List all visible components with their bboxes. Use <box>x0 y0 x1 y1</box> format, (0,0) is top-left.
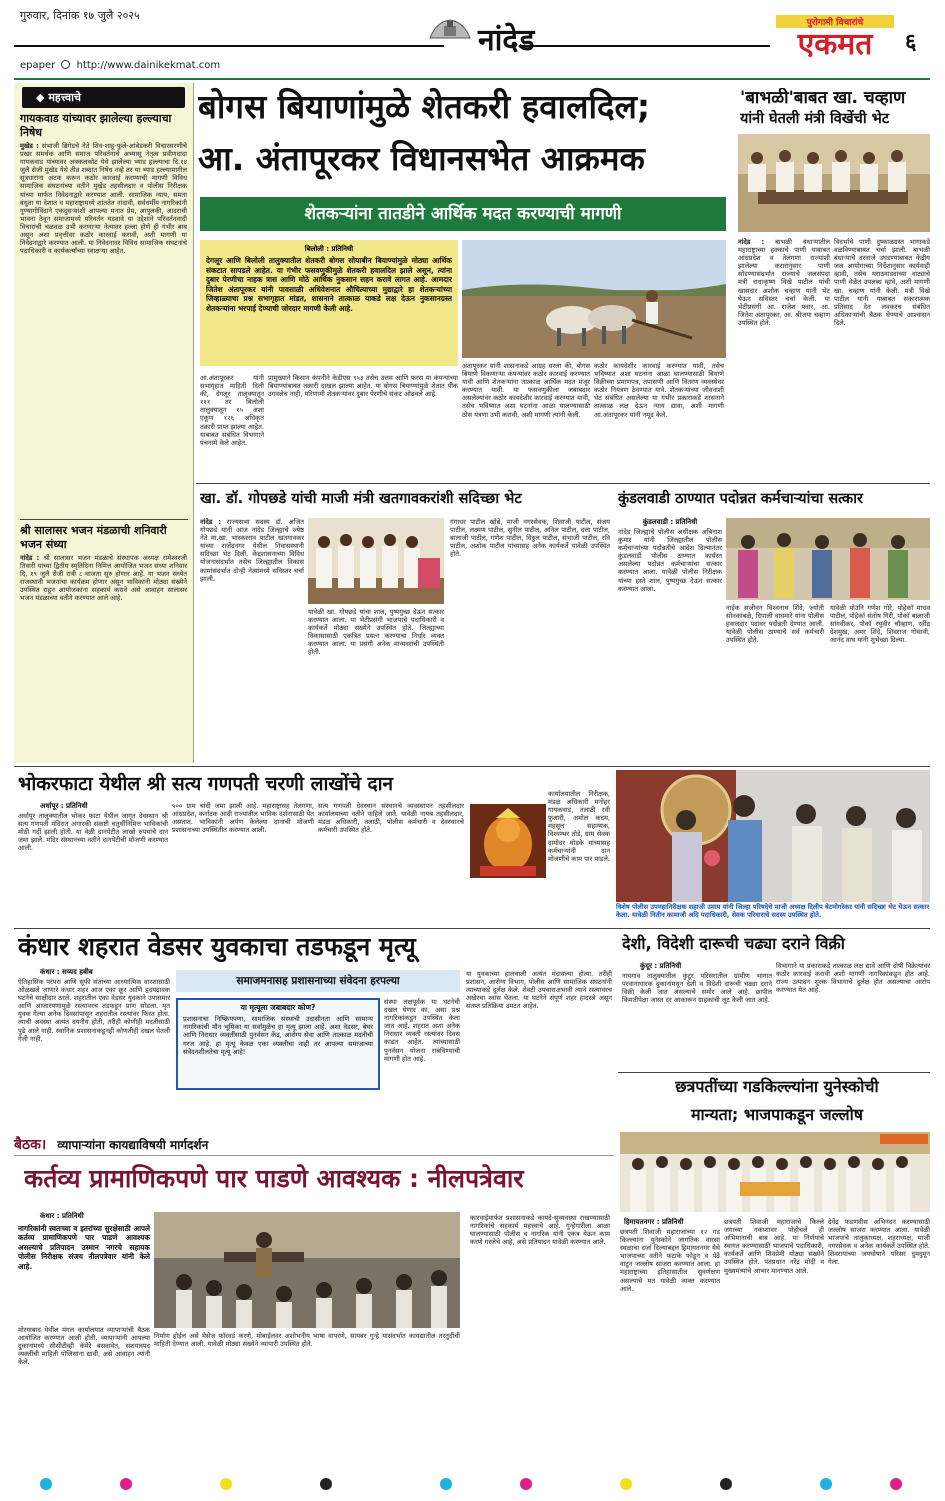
section-rule-3 <box>14 928 930 929</box>
reg-mark-magenta <box>120 1478 132 1490</box>
kandhar-byline: कंधार : सय्यद हबीब <box>40 968 93 976</box>
kandhar-subbanner <box>176 970 460 992</box>
kandhar-headline: कंधार शहरात वेडसर युवकाचा तडफडून मृत्यू <box>18 932 416 961</box>
unesco-byline: हिमायतनगर : प्रतिनिधी <box>624 1218 684 1226</box>
liquor-body-col2: विभागाने या प्रकाराकडे तात्काळ लक्ष द्यावे आणि दोषी विक्रेत्यांवर कठोर कारवाई करावी अशी मागणी नागरिकांकडून होत आहे. राज्य उत्पादन शुल्क विभागाचे दुर्लक्ष होत असल्याचा आरोप करण्यात येत आहे. <box>776 962 930 995</box>
reg-mark-yellow-2 <box>620 1478 632 1490</box>
police-photo-caption: विशेष पोलीस उपमहानिरीक्षक शहाजी उमाप यांनी जिल्हा परिषदेचे माजी अध्यक्ष दिलीप बेटमोगरेकर यांनी सदिच्छा भेट घेऊन सत्कार केला. यावेळी नितीन कामाजी अदि पदाधिकारी, सेवक परिवाराचे सदस्य उपस्थित होते. <box>616 903 930 920</box>
babhli-body-col2: विदर्भाचे पाणी दुष्काळग्रस्त भागाकडे वळविण्याबाबत चर्चा झाली. बाभळी बंधाऱ्याचे दरवाजे उघडण्याबाबत केंद्रीय जल आयोगाच्या निर्देशानुसार कार्यवाही व्हावी, तसेच मराठवाड्याच्या वाट्याचे पाणी वेळेत उपलब्ध व्हावे, अशी मागणी खा. चव्हाण यांनी केली. मंत्री विखे पाटील यांनी याबाबत सकारात्मक प्रतिसाद देत लवकरच संबंधित अधिकाऱ्यांची बैठक घेण्याचे आश्वासन दिले. <box>834 238 930 327</box>
arrow-icon: ◆ <box>36 91 45 104</box>
kundalwadi-body-col1: नांदेड जिल्ह्याचे पोलीस अधीक्षक अबिनाश कुमार यांनी जिल्ह्यातील पोलीस कर्मचाऱ्यांच्या पदोन्नतीचे आदेश दिल्यानंतर कुंडलवाडी पोलीस ठाण्यात कार्यरत असलेल्या पदोन्नत कर्मचाऱ्यांचा सत्कार करण्यात आला. यावेळी पोलीस निरीक्षक यांच्या हस्ते शाल, पुष्पगुच्छ देऊन सत्कार करण्यात आला. <box>618 528 722 593</box>
kandhar-box-body: प्रशासनाचा निष्क्रियपणा, सामाजिक संस्थांची उदासीनता आणि सामान्य नागरिकांची मौन भूमिका या सर्वांमुळेच हा मृत्यू झाला आहे. अशा वेडसर, बेघर आणि निराधार व्यक्तींसाठी पुनर्वसन केंद्र, आरोग्य सेवा आणि तात्काळ मदतीची गरज आहे. हा मृत्यू केवळ एका व्यक्तीचा नाही तर आपल्या समाजाच्या संवेदनशीलतेचा मृत्यू आहे! <box>183 1015 373 1056</box>
sidebar-story2-body: नांदेड : श्री सालासर भजन मंडळाचे संस्थापक अध्यक्ष रामेश्वरजी तिवारी यांच्या द्वितीय स्मृतिदिना निमित्त आयोजित भजन संध्या शनिवार दि. १९ जुलै रोजी रात्री ८ वाजता सुरु होणार आहे. या भजन संध्येत राजस्थानी भजनांचा कार्यक्रम होणार असून भाविकांनी मोठ्या संख्येने उपस्थित राहून आयोजकांना सहकार्य करावे असे आवाहन सालासर भजन मंडळाच्या वतीने करण्यात आले आहे. <box>20 554 187 603</box>
lead-banner-text: शेतकऱ्यांना तातडीने आर्थिक मदत करण्याची मागणी <box>304 204 622 224</box>
baithak-kicker: व्यापाऱ्यांना कायद्याविषयी मार्गदर्शन <box>57 1138 209 1152</box>
kundalwadi-body-col2: नाईक संजीवन विश्वनाथ शिंदे, ज्योती सोनकांबळे, दिपाली वाघमारे यांना पोलीस हवालदार पदावर पदोन्नती देण्यात आली. यावेळी पोलीस ठाण्याचे सर्व कर्मचारी उपस्थित होते. <box>726 604 824 645</box>
lead-intro: देगलूर आणि बिलोली तालुक्यातील शेतकरी बोगस सोयाबीन बियाण्यांमुळे मोठ्या आर्थिक संकटात सापडले आहेत. या गंभीर फसवणुकीमुळे शेतकरी हवालदिल झाले असून, त्यांना दुबार पेरणीचा नाहक त्रास आणि मोठे आर्थिक नुकसान सहन करावे लागत आहे. आमदार जितेश अंतापूरकर यांनी पावसाळी अधिवेशनात औचित्याच्या मुद्याद्वारे हा शेतकऱ्यांच्या जिव्हाळ्याचा प्रश्न सभागृहात मांडत, शासनाने तात्काळ याकडे लक्ष देऊन नुकसानग्रस्त शेतकऱ्यांना भरपाई देण्याची जोरदार मागणी केली आहे. <box>206 256 452 313</box>
lead-body-col2: प्रामुख्याने किसान कंपनीने केडीएस ९५३ तसेच उत्तम आणि फरस या कंपन्यांच्या बियाण्यांबाबत तक्रारी दाखल झाल्या आहेत. या बोगस बियाण्यांमुळे शेतात पीक उगवलेच नाही, परिणामी शेतकऱ्यांवर दुबार पेरणीचे संकट ओढवले आहे. <box>268 374 458 399</box>
globe-icon <box>61 60 70 69</box>
baithak-headline: कर्तव्य प्रामाणिकपणे पार पाडणे आवश्यक : नीलपत्रेवार <box>24 1164 524 1193</box>
epaper-line <box>20 60 220 71</box>
bhokar-body-col4: कार्यालयातील निरीक्षक, मंडळ अधिकारी मनोहर गायकवाड, तलाठी रवी फुलारी, अमोल कदम, महसूल सहाय्यक, विश्वम्भर तोडे, ग्राम सेवक दामोदर घोडके यांच्यासह कर्मचाऱ्यांनी दान मोजणीचे काम पार पाडले. <box>548 790 610 863</box>
sidebar-story1-headline: गायकवाड यांच्यावर झालेल्या हल्ल्याचा निषेध <box>20 112 172 139</box>
liquor-body-col1: नायगाव तालुक्यातील कुंटूर परिसरातील ग्रामीण भागात परवानाधारक दुकानांमधून देशी व विदेशी दारूची चढ्या दराने विक्री केली जात असल्याचे समोर आले आहे. छापील किमतीपेक्षा जास्त दर आकारून ग्राहकांची लूट केली जात आहे. <box>622 972 772 1005</box>
gopchhade-headline: खा. डॉ. गोपछडे यांची माजी मंत्री खतगावकरांशी सदिच्छा भेट <box>200 491 522 507</box>
gopchhade-body-col2: यावेळी खा. गोपछडे यांचा शाल, पुष्पगुच्छ देऊन सत्कार करण्यात आला. या भेटीप्रसंगी भाजपाचे पदाधिकारी व कार्यकर्ते मोठ्या संख्येने उपस्थित होते. जिल्ह्याच्या विकासासाठी एकत्रित प्रयत्न करण्याचा निर्धार व्यक्त करण्यात आला. या प्रसंगी अनेक मान्यवरांची उपस्थिती होती. <box>308 608 444 657</box>
baithak-intro: नागरिकांनी स्वतःच्या व इतरांच्या सुरक्षेसाठी आपले कर्तव्य प्रामाणिकपणे पार पाडणे आवश्यक असल्याचे प्रतिपादन उस्मान नगरचे सहायक पोलीस निरीक्षक संजय नीलपत्रेवार यांनी केले आहे. <box>18 1224 150 1271</box>
reg-mark-cyan-2 <box>440 1478 452 1490</box>
unesco-body-col3: देवेंद्र फडणवीस अभिनंदन करण्यासाठी जल्लोष साजरा करण्यात आला. यावेळी भाजपाचे तालुकाध्यक्ष, शहराध्यक्ष, माजी नगरसेवक व अनेक कार्यकर्ते उपस्थित होते. शिवरायांच्या जयघोषाने परिसर दुमदुमून गेला. <box>828 1218 930 1267</box>
gopchhade-body-col1: नांदेड : राज्यसभा सदस्य डॉ. अजित गोपछडे यांनी आज नांदेड जिल्ह्याचे ज्येष्ठ नेते मा.खा. भास्करराव पाटील खतगावकर यांच्या राजेंद्रनगर येथील निवासस्थानी सदिच्छा भेट दिली. केंद्रशासनाच्या विविध योजनांसंदर्भात तसेच जिल्ह्यातील विकास कामांसंदर्भात दोन्ही नेत्यांमध्ये सविस्तर चर्चा झाली. <box>200 518 304 583</box>
liquor-byline: कुंदूर : प्रतिनिधी <box>640 962 682 970</box>
city-name: नांदेड <box>478 23 535 58</box>
sidebar-story1-body: मुखेड : संभाजी ब्रिगेडचे नेते शिव-शाहू-फुले-आंबेडकरी विचारसरणीचे प्रखर समर्थक आणि समाज परिवर्तनाचे अभ्यासू नेतृत्व प्रवीणदादा गायकवाड यांच्यावर अक्कलकोट येथे झालेल्या भ्याड हल्ल्याचा दि.१४ जुलै रोजी मुखेड येथे तीव्र शब्दात निषेध नव्हे तर या भ्याड हल्ल्यामागील सूत्रधारांना अटक करून कठोर कारवाई करण्याची मागणी विविध सामाजिक संघटनांच्या वतीने मुखेड तहसीलदार व पोलीस निरीक्षक यांच्या मार्फत निवेदनाद्वारे करण्यात आली. सामाजिक न्याय, समता बंधुता या देशात व महाराष्ट्रामध्ये शांततेत नांदावी, सर्वधर्मीय नागरिकांनी गुण्यागोविंदाने एकदुसऱ्यांशी आपल्या मनात प्रेम, आपुलकी, आदराची भावना ठेवून समाजामध्ये परिवर्तन घडवावे या उद्देशाने परिवर्तनवादी विचारांची चळवळ उभी करणाऱ्या नेत्यावर हल्ला होणे ही गंभीर बाब असून अशा प्रवृत्तीवर कठोर कारवाई करावी, अशी मागणी या निवेदनाद्वारे करण्यात आली. या निवेदनावर विविध सामाजिक संघटनांचे पदाधिकारी व कार्यकर्त्यांच्या स्वाक्षऱ्या आहेत. <box>20 142 187 256</box>
lead-intro-box <box>200 240 458 366</box>
kandhar-box-title: या मृत्यूला जबाबदार कोण? <box>240 1003 316 1012</box>
epaper-url[interactable]: http://www.dainikekmat.com <box>76 60 221 71</box>
kundalwadi-headline: कुंडलवाडी ठाण्यात पदोन्नत कर्मचाऱ्यांचा सत्कार <box>618 491 863 507</box>
reg-mark-yellow <box>220 1478 232 1490</box>
babhli-photo <box>738 134 930 232</box>
brand-name: एकमत <box>797 27 873 62</box>
reg-mark-magenta-3 <box>890 1478 902 1490</box>
lead-body-col3: अंतापूरकर यांनी शासनाकडे आग्रह धरला की, बोगस बियाणे विकणाऱ्या कंपन्यांवर कठोर कारवाई करण्यात यावी आणि शेतकऱ्यांना तात्काळ आर्थिक मदत मंजूर करण्यात यावी. या फसवणुकीला जबाबदार असलेल्यांवर कठोर कायदेशीर कारवाई करण्यात यावी, तसेच भविष्यात अशा घटनांना आळा घालण्यासाठी ठोस यंत्रणा उभी करावी, अशी मागणी त्यांनी केली. <box>462 362 590 419</box>
ganesh-photo <box>470 804 546 878</box>
babhli-headline-2: यांनी घेतली मंत्री विखेंची भेट <box>740 111 890 127</box>
city-emblem <box>426 16 474 42</box>
gopchhade-body-col3: गंगाधर पाटील खोब्रे, माजी नगरसेवक, शिवाजी पाटील, संजय पाटील, लक्ष्मण पाटील, सुनील पाटील, अनिल पाटील, दत्ता पाटील, बालाजी पाटील, गणेश पाटील, विठ्ठल पाटील, संभाजी पाटील, रवि पाटील, अशोक पाटील यांच्यासह अनेक कार्यकर्ते यावेळी उपस्थित होते. <box>450 518 610 559</box>
kundalwadi-body-col3: यावेळी पोउनि गणेश गोरे, पोहेकॉ माधव पाटील, पोहेकॉ संतोष गिरी, पोकॉ बालाजी सांगवीकर, पोकॉ रघुवीर चौव्हाण, रवींद्र देशमुख, अमर शिंदे, शिवराज गोसावी, आनंद वाघ यांनी शुभेच्छा दिल्या. <box>830 604 930 645</box>
lead-headline-2: आ. अंतापूरकर विधानसभेत आक्रमक <box>198 139 645 178</box>
epaper-label: epaper <box>20 60 56 71</box>
brand-logo <box>776 15 894 69</box>
baithak-kicker-bar <box>14 1134 614 1156</box>
baithak-photo <box>154 1212 460 1328</box>
reg-mark-black <box>320 1478 332 1490</box>
baithak-body-col3: निर्माण होईल असे मेसेज फॉरवर्ड करणे, मोबाईलवर अशोभनीय भाषा वापरणे, सायबर गुन्हे यासंदर्भात कायद्यातील तरतुदींची माहिती देण्यात आली. यावेळी मोठ्या संख्येने व्यापारी उपस्थित होते. <box>154 1332 460 1349</box>
header-rule-right <box>520 45 770 47</box>
section-rule-1 <box>196 483 930 484</box>
sidebar-label: ◆ महत्त्वाचे <box>22 87 185 108</box>
header-rule <box>14 45 444 47</box>
kandhar-box <box>176 998 380 1090</box>
header-bottom-rule <box>14 78 930 80</box>
page-number: ६ <box>905 30 917 55</box>
kandhar-body-col3: संस्था लक्षपूर्वक या घटनेची दखल घेणार का, असा प्रश्न नागरिकांकडून उपस्थित केला जात आहे. शहरात अशा अनेक निराधार व्यक्ती रस्त्यांवर दिवस काढत आहेत. त्यांच्यासाठी पुनर्वसन योजना राबविण्याची मागणी होत आहे. <box>384 998 460 1063</box>
unesco-body-col2: छत्रपती शिवाजी महाराजांचे किल्ले जगाच्या नकाशावर पोहोचले ही अभिमानाची बाब आहे. या निर्णयाचे स्वागत करण्यासाठी भाजपाचे पदाधिकारी, कार्यकर्ते आणि शिवप्रेमी मोठ्या संख्येने उपस्थित होते. पंतप्रधान नरेंद्र मोदी व मुख्यमंत्र्यांचे आभार मानण्यात आले. <box>724 1218 824 1275</box>
baithak-byline: कंधार : प्रतिनिधी <box>40 1212 84 1220</box>
farmer-photo <box>462 240 726 358</box>
sidebar-story2-headline: श्री सालासर भजन मंडळाची शनिवारी भजन संध्या <box>20 524 167 551</box>
bhokar-headline: भोकरफाटा येथील श्री सत्य गणपती चरणी लाखोंचे दान <box>18 773 394 795</box>
police-meeting-photo <box>616 770 930 902</box>
brand-tagline: पुरोगामी विचारांचे <box>776 15 894 28</box>
kundalwadi-photo <box>726 518 930 600</box>
reg-mark-magenta-2 <box>520 1478 532 1490</box>
bhokar-body-col2: ५०० ग्राम चांदी जमा झाली आहे. महाराष्ट्रासह तेलंगणा, आंध्रप्रदेश, कर्नाटक आदी राज्यांतील भाविक दर्शनासाठी येत असतात. भाविकांनी अर्पण केलेल्या दानाची मोजणी प्रशासनाच्या उपस्थितीत करण्यात आली. <box>172 802 314 835</box>
sidebar-rule <box>20 519 188 520</box>
unesco-headline-1: छत्रपतींच्या गडकिल्ल्यांना युनेस्कोची <box>675 1077 879 1096</box>
reg-mark-black-2 <box>720 1478 732 1490</box>
bhokar-body-col1: अर्धापूर तालुक्यातील भोकर फाटा येथील जागृत देवस्थान श्री सत्य गणपती मंदिरात अंगारकी संकष्टी चतुर्थीनिमित्त भाविकांची मोठी गर्दी झाली होती. या वेळी दानपेटीत लाखो रुपयांचे दान जमा झाले. मंदिर संस्थानच्या वतीने दानपेटीची मोजणी करण्यात आली. <box>18 812 168 853</box>
kandhar-subbanner-text: समाजमनासह प्रशासनाच्या संवेदना हरपल्या <box>236 975 400 987</box>
unesco-headline-2: मान्यता; भाजपाकडून जल्लोष <box>690 1105 864 1124</box>
reg-mark-cyan <box>40 1478 52 1490</box>
page-header <box>0 0 945 78</box>
baithak-label: बैठक। <box>14 1137 47 1153</box>
section-rule-2 <box>14 766 930 767</box>
sidebar-story1-place: मुखेड : <box>20 142 39 150</box>
header-date: गुरुवार, दिनांक १७ जुलै २०२५ <box>20 9 140 22</box>
gopchhade-photo <box>308 518 444 604</box>
liquor-headline: देशी, विदेशी दारूची चढ्या दराने विक्री <box>622 934 845 953</box>
print-registration-marks <box>0 1474 945 1498</box>
lead-body-col4: कठोर कायदेशीर कारवाई करण्यात यावी, तसेच भविष्यात अशा घटनांना आळा घालण्यासाठी बियाणे विक्रीच्या प्रमाणपत्र, तपासणी आणि वितरण व्यवस्थेवर कठोर नियंत्रण ठेवण्यात यावे. शेतकऱ्यांच्या जीवनाशी थेट संबंधित असलेल्या या गंभीर प्रकाराकडे शासनाने तात्काळ लक्ष देऊन न्याय द्यावा, अशी मागणी आ.अंतापूरकर यांनी नमूद केले. <box>594 362 724 419</box>
kundalwadi-byline: कुंडलवाडी : प्रतिनिधी <box>642 518 698 526</box>
reg-mark-cyan-3 <box>820 1478 832 1490</box>
lead-body-col1: आ.अंतापूरकर यांनी सभागृहात माहिती दिली की, देगलूर तालुक्यातून १११ तर बिलोली तालुक्यातून १५ अशा एकूण १२६ अधिकृत तक्रारी प्राप्त झाल्या आहेत. याबाबत संबंधित विभागाने पंचनामे केले आहेत. <box>200 374 264 447</box>
babhli-body-col1: नांदेड : बाभळी बंधाऱ्यातील महाराष्ट्राच्या हक्काचे पाणी याबाबत आंध्रप्रदेश व तेलंगणा राज्यांशी झालेल्या करारानुसार पाणी सोडण्यासंदर्भात राज्याचे जलसंपदा मंत्री राधाकृष्ण विखे पाटील यांची खासदार अशोक चव्हाण यांनी भेट घेऊन सविस्तर चर्चा केली. या भेटीप्रसंगी आ. राजेश पवार, आ. जितेश अंतापूरकर, आ. श्रीजया चव्हाण उपस्थित होते. <box>738 238 830 327</box>
sidebar-column <box>14 83 194 763</box>
lead-banner <box>200 197 726 231</box>
bhokar-body-col3: सत्य गणपती देवस्थान संस्थानचे व्यवस्थापन तहसीलदार कार्यालयाच्या वतीने पाहिले जाते. यावेळी नायब तहसीलदार, मंडळ अधिकारी, तलाठी, पोलीस कर्मचारी व देवस्थानचे कर्मचारी उपस्थित होते. <box>318 802 464 835</box>
unesco-photo <box>620 1132 930 1212</box>
kandhar-body-col1: ऐतिहासिक परंपरा आणि सूफी संतांच्या आध्यात्मिक वारशासाठी ओळखले जाणारे कंधार शहर आज एका क्रूर आणि हृदयद्रावक घटनेचे साक्षीदार ठरले. शहरातील एका वेडसर युवकाने उपासमार आणि आजारपणामुळे रस्त्यावरच तडफडून प्राण सोडला. मृत युवक गेल्या अनेक दिवसांपासून शहरातील रस्त्यांवर फिरत होता. त्याची अवस्था अत्यंत दयनीय होती, तरीही कोणीही मदतीसाठी पुढे आले नाही. स्थानिक प्रशासनाकडूनही कोणतीही दखल घेतली गेली नाही. <box>18 978 170 1043</box>
liquor-rule <box>618 1072 930 1073</box>
babhli-place: नांदेड : <box>738 238 765 246</box>
bhokar-byline: अर्धापूर : प्रतिनिधी <box>40 802 88 810</box>
gopchhade-place: नांदेड : <box>200 518 222 526</box>
lead-byline: बिलोली : प्रतिनिधी <box>304 245 354 253</box>
baithak-body-col1: मोरयाबाद येथील मंगल कार्यालयात व्यापाऱ्यांची बैठक आयोजित करण्यात आली होती. व्यापाऱ्यांनी आपल्या दुकानांमध्ये सीसीटीव्ही कॅमेरे बसवावेत, संशयास्पद व्यक्तींची माहिती पोलिसांना द्यावी, असे आवाहन त्यांनी केले. <box>18 1326 150 1367</box>
baithak-body-col2: कारवाईमार्फत प्रशासनाकडे कायदे-सुव्यवस्था राखण्यासाठी नागरिकांचे सहकार्य महत्त्वाचे आहे. गुन्हेगारीला आळा घालण्यासाठी पोलीस व नागरिक यांनी एकत्र येऊन काम करणे गरजेचे आहे, असे प्रतिपादन यावेळी करण्यात आले. <box>470 1214 610 1247</box>
unesco-body-col1: छत्रपती शिवाजी महाराजांच्या १२ गड किल्ल्यांना युनेस्कोने जागतिक वारसा स्थळाचा दर्जा दिल्याबद्दल हिमायतनगर येथे भाजपाच्या वतीने फटाके फोडून व पेढे वाटून जल्लोष साजरा करण्यात आला. हा महाराष्ट्राच्या इतिहासातील सुवर्णक्षण असल्याचे मत यावेळी व्यक्त करण्यात आले. <box>620 1228 720 1293</box>
lead-headline-1: बोगस बियाणांमुळे शेतकरी हवालदिल; <box>198 87 651 126</box>
kandhar-body-col4: या युवकाच्या हालचाली अत्यंत मंदावल्या होत्या. तरीही प्रशासन, आरोग्य विभाग, पोलीस आणि सामाजिक संघटनांनी त्याच्याकडे दुर्लक्ष केले. शेवटी उपचाराअभावी त्याने रस्त्यावरच अखेरचा श्वास घेतला. या घटनेने संपूर्ण शहर हादरले असून संतप्त प्रतिक्रिया उमटत आहेत. <box>466 970 612 1011</box>
babhli-headline-1: 'बाभळी'बाबत खा. चव्हाण <box>740 88 906 108</box>
sidebar-story2-place: नांदेड : <box>20 554 40 562</box>
